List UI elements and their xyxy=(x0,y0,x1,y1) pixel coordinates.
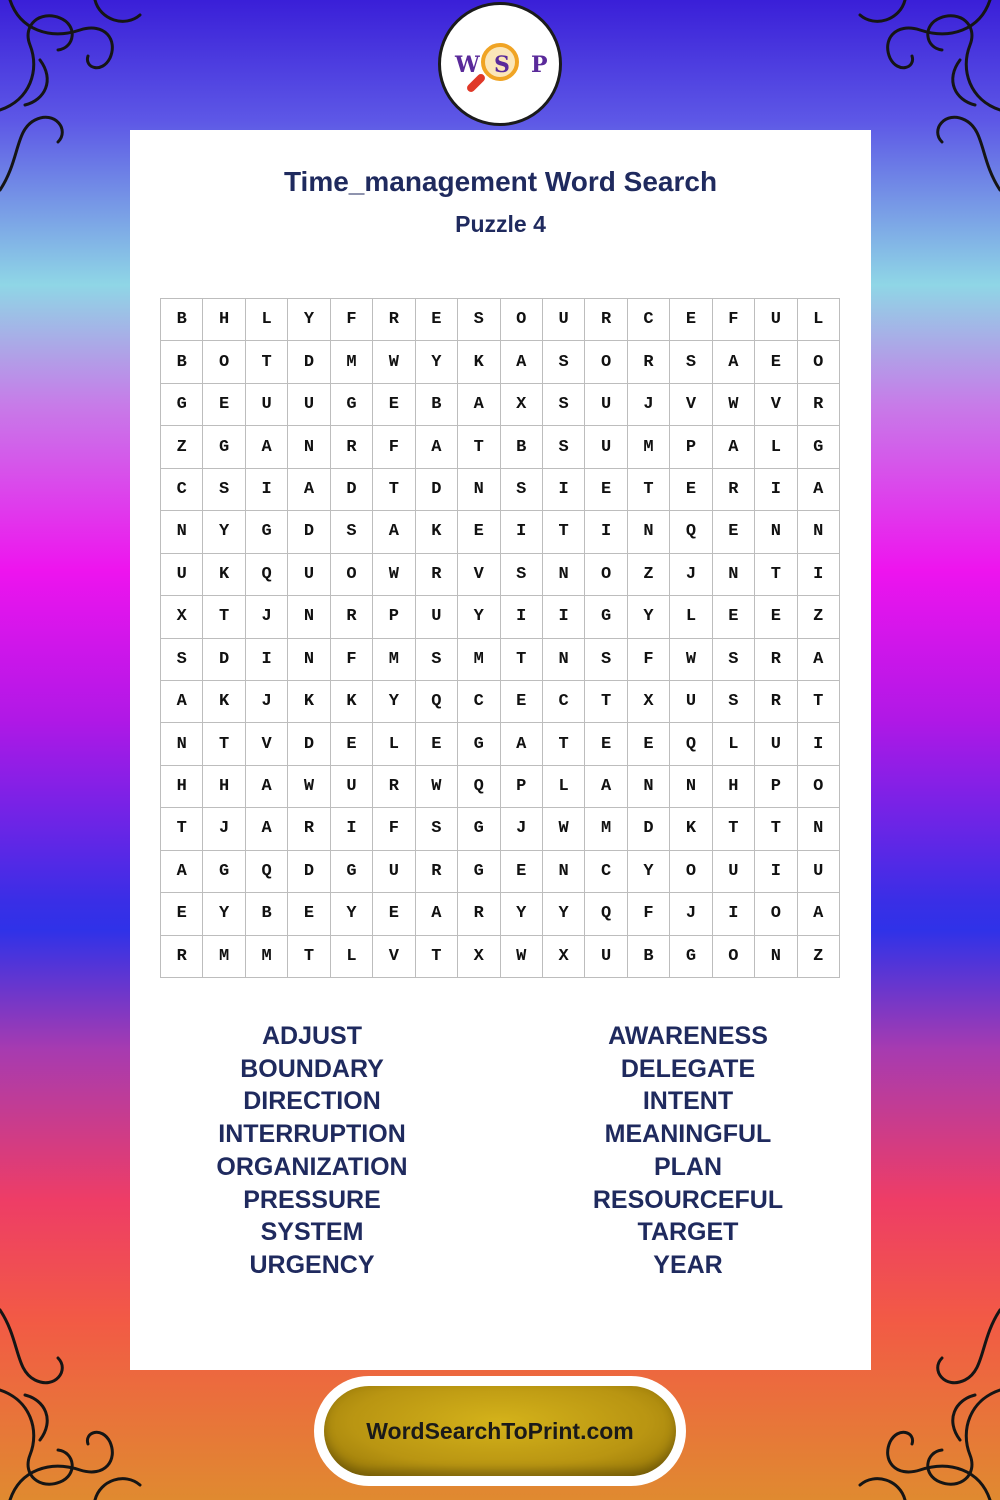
grid-cell: E xyxy=(288,893,330,935)
grid-cell: U xyxy=(585,384,627,426)
logo-letter-w: W xyxy=(455,52,480,78)
grid-cell: I xyxy=(755,851,797,893)
grid-cell: P xyxy=(670,426,712,468)
grid-cell: N xyxy=(543,851,585,893)
grid-cell: E xyxy=(458,511,500,553)
word-list-item: YEAR xyxy=(653,1250,723,1279)
grid-cell: K xyxy=(670,808,712,850)
website-badge[interactable] xyxy=(314,1376,686,1486)
grid-cell: K xyxy=(203,554,245,596)
grid-cell: Y xyxy=(288,299,330,341)
grid-cell: D xyxy=(331,469,373,511)
grid-cell: I xyxy=(543,469,585,511)
grid-cell: R xyxy=(798,384,840,426)
grid-cell: S xyxy=(543,426,585,468)
grid-cell: S xyxy=(416,639,458,681)
grid-cell: R xyxy=(713,469,755,511)
grid-cell: A xyxy=(713,426,755,468)
grid-cell: B xyxy=(416,384,458,426)
grid-cell: S xyxy=(713,681,755,723)
grid-cell: Z xyxy=(798,596,840,638)
grid-cell: S xyxy=(501,469,543,511)
grid-cell: A xyxy=(246,808,288,850)
grid-cell: U xyxy=(246,384,288,426)
grid-cell: V xyxy=(755,384,797,426)
grid-cell: I xyxy=(246,469,288,511)
puzzle-number: Puzzle 4 xyxy=(455,211,546,237)
grid-cell: U xyxy=(798,851,840,893)
grid-cell: R xyxy=(331,426,373,468)
grid-cell: Y xyxy=(543,893,585,935)
grid-cell: I xyxy=(501,596,543,638)
grid-cell: L xyxy=(755,426,797,468)
grid-cell: T xyxy=(713,808,755,850)
grid-cell: L xyxy=(373,723,415,765)
grid-cell: Y xyxy=(501,893,543,935)
grid-cell: C xyxy=(543,681,585,723)
grid-cell: P xyxy=(373,596,415,638)
grid-cell: U xyxy=(755,723,797,765)
grid-cell: W xyxy=(713,384,755,426)
grid-cell: S xyxy=(713,639,755,681)
grid-cell: B xyxy=(161,341,203,383)
grid-cell: F xyxy=(331,299,373,341)
grid-cell: N xyxy=(288,639,330,681)
grid-cell: E xyxy=(416,723,458,765)
grid-cell: T xyxy=(755,808,797,850)
grid-cell: K xyxy=(416,511,458,553)
grid-cell: W xyxy=(501,936,543,978)
grid-cell: I xyxy=(798,554,840,596)
grid-cell: V xyxy=(246,723,288,765)
website-badge-inner xyxy=(324,1386,676,1476)
grid-cell: V xyxy=(458,554,500,596)
grid-cell: I xyxy=(798,723,840,765)
grid-cell: A xyxy=(798,469,840,511)
grid-cell: G xyxy=(161,384,203,426)
grid-cell: G xyxy=(203,851,245,893)
grid-cell: S xyxy=(543,384,585,426)
grid-cell: A xyxy=(161,681,203,723)
grid-cell: M xyxy=(458,639,500,681)
grid-cell: D xyxy=(628,808,670,850)
word-list-item: DIRECTION xyxy=(243,1087,381,1116)
grid-cell: A xyxy=(246,766,288,808)
grid-cell: U xyxy=(161,554,203,596)
website-link[interactable]: WordSearchToPrint.com xyxy=(366,1417,634,1444)
grid-cell: A xyxy=(373,511,415,553)
grid-cell: E xyxy=(203,384,245,426)
grid-cell: D xyxy=(416,469,458,511)
grid-cell: N xyxy=(543,554,585,596)
grid-cell: K xyxy=(458,341,500,383)
grid-cell: A xyxy=(585,766,627,808)
grid-cell: E xyxy=(585,469,627,511)
grid-cell: D xyxy=(203,639,245,681)
grid-cell: N xyxy=(628,511,670,553)
grid-cell: J xyxy=(203,808,245,850)
grid-cell: A xyxy=(161,851,203,893)
grid-cell: T xyxy=(501,639,543,681)
grid-cell: Y xyxy=(373,681,415,723)
grid-cell: M xyxy=(203,936,245,978)
grid-cell: J xyxy=(246,596,288,638)
grid-cell: K xyxy=(203,681,245,723)
grid-cell: F xyxy=(628,893,670,935)
grid-cell: N xyxy=(713,554,755,596)
grid-cell: G xyxy=(798,426,840,468)
grid-cell: W xyxy=(670,639,712,681)
word-list-item: PRESSURE xyxy=(243,1185,381,1214)
grid-cell: Q xyxy=(246,851,288,893)
grid-cell: G xyxy=(458,723,500,765)
grid-cell: N xyxy=(628,766,670,808)
grid-cell: Q xyxy=(246,554,288,596)
grid-cell: R xyxy=(373,299,415,341)
grid-cell: L xyxy=(670,596,712,638)
grid-cell: E xyxy=(628,723,670,765)
grid-cell: O xyxy=(798,766,840,808)
grid-cell: H xyxy=(203,299,245,341)
grid-cell: A xyxy=(288,469,330,511)
grid-cell: I xyxy=(501,511,543,553)
grid-cell: T xyxy=(161,808,203,850)
grid-cell: U xyxy=(713,851,755,893)
grid-cell: E xyxy=(670,299,712,341)
grid-cell: E xyxy=(670,469,712,511)
word-list-item: SYSTEM xyxy=(260,1218,364,1247)
grid-cell: E xyxy=(755,596,797,638)
word-list-left xyxy=(162,1020,462,1282)
grid-cell: X xyxy=(628,681,670,723)
grid-cell: A xyxy=(798,893,840,935)
grid-cell: J xyxy=(670,554,712,596)
grid-cell: E xyxy=(331,723,373,765)
wsp-logo xyxy=(438,2,562,126)
grid-cell: D xyxy=(288,851,330,893)
grid-cell: W xyxy=(373,341,415,383)
grid-cell: U xyxy=(543,299,585,341)
grid-cell: N xyxy=(161,723,203,765)
grid-cell: L xyxy=(543,766,585,808)
grid-cell: B xyxy=(246,893,288,935)
grid-cell: W xyxy=(288,766,330,808)
grid-cell: A xyxy=(501,341,543,383)
grid-cell: O xyxy=(798,341,840,383)
grid-cell: F xyxy=(373,808,415,850)
grid-cell: Y xyxy=(331,893,373,935)
grid-cell: R xyxy=(585,299,627,341)
grid-cell: Y xyxy=(628,851,670,893)
puzzle-sheet xyxy=(130,130,871,1370)
grid-cell: J xyxy=(670,893,712,935)
grid-cell: E xyxy=(713,596,755,638)
grid-cell: N xyxy=(798,808,840,850)
grid-cell: N xyxy=(755,936,797,978)
grid-cell: G xyxy=(331,384,373,426)
grid-cell: V xyxy=(670,384,712,426)
grid-cell: U xyxy=(331,766,373,808)
grid-cell: I xyxy=(543,596,585,638)
grid-cell: O xyxy=(203,341,245,383)
grid-cell: N xyxy=(458,469,500,511)
grid-cell: X xyxy=(501,384,543,426)
grid-cell: S xyxy=(203,469,245,511)
grid-cell: I xyxy=(331,808,373,850)
grid-cell: R xyxy=(628,341,670,383)
grid-cell: T xyxy=(458,426,500,468)
grid-cell: A xyxy=(416,893,458,935)
grid-cell: U xyxy=(585,426,627,468)
grid-cell: U xyxy=(288,554,330,596)
grid-cell: G xyxy=(585,596,627,638)
grid-cell: G xyxy=(203,426,245,468)
grid-cell: T xyxy=(543,511,585,553)
grid-cell: C xyxy=(628,299,670,341)
grid-cell: I xyxy=(585,511,627,553)
grid-cell: O xyxy=(585,341,627,383)
grid-cell: Z xyxy=(161,426,203,468)
grid-cell: A xyxy=(798,639,840,681)
grid-cell: U xyxy=(373,851,415,893)
grid-cell: C xyxy=(585,851,627,893)
grid-cell: P xyxy=(755,766,797,808)
grid-cell: I xyxy=(246,639,288,681)
grid-cell: Q xyxy=(585,893,627,935)
word-list-item: AWARENESS xyxy=(608,1022,768,1050)
grid-cell: R xyxy=(416,554,458,596)
grid-cell: M xyxy=(331,341,373,383)
grid-cell: T xyxy=(203,596,245,638)
grid-cell: O xyxy=(501,299,543,341)
grid-cell: U xyxy=(288,384,330,426)
grid-cell: Q xyxy=(416,681,458,723)
grid-cell: S xyxy=(161,639,203,681)
grid-cell: R xyxy=(373,766,415,808)
grid-cell: F xyxy=(713,299,755,341)
grid-cell: E xyxy=(373,893,415,935)
grid-cell: G xyxy=(458,808,500,850)
word-list-item: MEANINGFUL xyxy=(604,1120,772,1149)
grid-cell: G xyxy=(331,851,373,893)
letter-grid xyxy=(160,298,840,978)
grid-cell: X xyxy=(543,936,585,978)
grid-cell: S xyxy=(501,554,543,596)
grid-cell: R xyxy=(755,681,797,723)
grid-cell: T xyxy=(373,469,415,511)
grid-cell: Q xyxy=(670,511,712,553)
grid-cell: A xyxy=(713,341,755,383)
grid-cell: D xyxy=(288,341,330,383)
grid-cell: K xyxy=(331,681,373,723)
grid-cell: N xyxy=(288,596,330,638)
grid-cell: F xyxy=(373,426,415,468)
grid-cell: E xyxy=(585,723,627,765)
grid-cell: A xyxy=(458,384,500,426)
grid-cell: L xyxy=(331,936,373,978)
grid-cell: O xyxy=(585,554,627,596)
grid-cell: O xyxy=(755,893,797,935)
grid-cell: G xyxy=(670,936,712,978)
grid-cell: S xyxy=(585,639,627,681)
grid-cell: F xyxy=(628,639,670,681)
grid-cell: M xyxy=(246,936,288,978)
grid-cell: P xyxy=(501,766,543,808)
word-list-item: BOUNDARY xyxy=(240,1054,384,1083)
word-list-item: ORGANIZATION xyxy=(216,1152,408,1181)
grid-cell: M xyxy=(585,808,627,850)
word-list-item: URGENCY xyxy=(249,1250,375,1279)
grid-cell: E xyxy=(755,341,797,383)
grid-cell: G xyxy=(246,511,288,553)
grid-cell: V xyxy=(373,936,415,978)
grid-cell: T xyxy=(246,341,288,383)
grid-cell: N xyxy=(288,426,330,468)
grid-cell: L xyxy=(798,299,840,341)
grid-cell: E xyxy=(501,681,543,723)
grid-cell: S xyxy=(458,299,500,341)
grid-cell: E xyxy=(373,384,415,426)
grid-cell: Y xyxy=(628,596,670,638)
word-list-item: DELEGATE xyxy=(620,1054,756,1083)
grid-cell: W xyxy=(543,808,585,850)
page-title: Time_management Word Search xyxy=(283,166,718,197)
grid-cell: L xyxy=(246,299,288,341)
grid-cell: J xyxy=(628,384,670,426)
grid-cell: S xyxy=(670,341,712,383)
grid-cell: Y xyxy=(203,893,245,935)
logo-letter-s: S xyxy=(494,52,510,78)
grid-cell: R xyxy=(288,808,330,850)
grid-cell: O xyxy=(713,936,755,978)
grid-cell: Z xyxy=(798,936,840,978)
grid-cell: Q xyxy=(458,766,500,808)
grid-cell: Z xyxy=(628,554,670,596)
grid-cell: X xyxy=(458,936,500,978)
grid-cell: U xyxy=(585,936,627,978)
grid-cell: H xyxy=(203,766,245,808)
grid-cell: R xyxy=(458,893,500,935)
grid-cell: H xyxy=(713,766,755,808)
grid-cell: S xyxy=(416,808,458,850)
word-list-item: ADJUST xyxy=(261,1022,362,1050)
grid-cell: C xyxy=(161,469,203,511)
grid-cell: E xyxy=(161,893,203,935)
grid-cell: U xyxy=(755,299,797,341)
grid-cell: N xyxy=(670,766,712,808)
grid-cell: T xyxy=(798,681,840,723)
grid-cell: U xyxy=(670,681,712,723)
grid-cell: E xyxy=(416,299,458,341)
grid-cell: X xyxy=(161,596,203,638)
grid-cell: B xyxy=(161,299,203,341)
grid-cell: E xyxy=(501,851,543,893)
grid-cell: H xyxy=(161,766,203,808)
grid-cell: F xyxy=(331,639,373,681)
grid-cell: Y xyxy=(203,511,245,553)
grid-cell: T xyxy=(543,723,585,765)
grid-cell: O xyxy=(670,851,712,893)
grid-cell: T xyxy=(288,936,330,978)
grid-cell: T xyxy=(585,681,627,723)
grid-cell: A xyxy=(501,723,543,765)
grid-cell: I xyxy=(713,893,755,935)
grid-cell: O xyxy=(331,554,373,596)
word-list-right xyxy=(538,1020,838,1282)
grid-cell: L xyxy=(713,723,755,765)
grid-cell: A xyxy=(246,426,288,468)
grid-cell: B xyxy=(628,936,670,978)
grid-cell: C xyxy=(458,681,500,723)
logo-letter-p: P xyxy=(531,52,548,78)
grid-cell: I xyxy=(755,469,797,511)
grid-cell: W xyxy=(416,766,458,808)
grid-cell: N xyxy=(755,511,797,553)
grid-cell: M xyxy=(628,426,670,468)
grid-cell: A xyxy=(416,426,458,468)
grid-cell: U xyxy=(416,596,458,638)
word-list-item: TARGET xyxy=(637,1218,739,1247)
word-list-item: PLAN xyxy=(653,1152,723,1181)
word-list-item: RESOURCEFUL xyxy=(592,1185,784,1214)
grid-cell: T xyxy=(755,554,797,596)
grid-cell: E xyxy=(713,511,755,553)
grid-cell: R xyxy=(416,851,458,893)
grid-cell: R xyxy=(755,639,797,681)
grid-cell: B xyxy=(501,426,543,468)
grid-cell: J xyxy=(246,681,288,723)
grid-cell: Q xyxy=(670,723,712,765)
grid-cell: T xyxy=(416,936,458,978)
grid-cell: T xyxy=(628,469,670,511)
grid-cell: J xyxy=(501,808,543,850)
grid-cell: G xyxy=(458,851,500,893)
grid-cell: R xyxy=(161,936,203,978)
word-list-item: INTENT xyxy=(642,1087,734,1116)
grid-cell: S xyxy=(543,341,585,383)
grid-cell: N xyxy=(798,511,840,553)
grid-cell: K xyxy=(288,681,330,723)
grid-cell: T xyxy=(203,723,245,765)
grid-cell: M xyxy=(373,639,415,681)
grid-cell: D xyxy=(288,511,330,553)
grid-cell: N xyxy=(543,639,585,681)
grid-cell: W xyxy=(373,554,415,596)
word-list-item: INTERRUPTION xyxy=(218,1120,406,1149)
grid-cell: R xyxy=(331,596,373,638)
grid-cell: N xyxy=(161,511,203,553)
grid-cell: D xyxy=(288,723,330,765)
grid-cell: Y xyxy=(458,596,500,638)
grid-cell: S xyxy=(331,511,373,553)
grid-cell: Y xyxy=(416,341,458,383)
